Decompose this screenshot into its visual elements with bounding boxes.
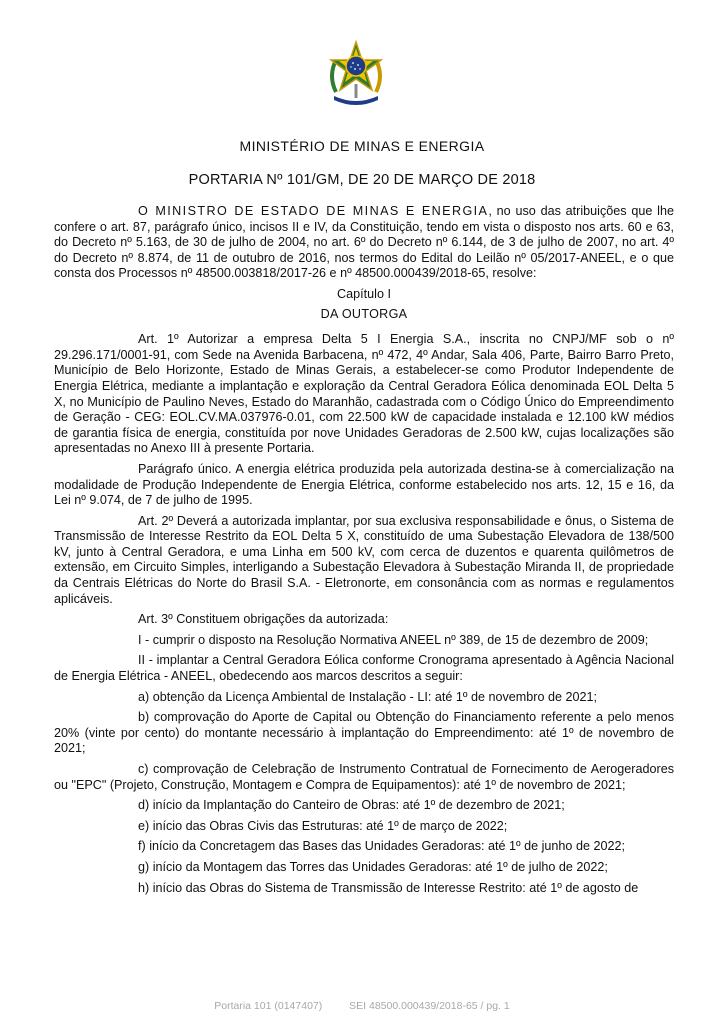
chapter-title: DA OUTORGA xyxy=(320,306,408,321)
portaria-title: PORTARIA Nº 101/GM, DE 20 DE MARÇO DE 2018 xyxy=(188,172,536,188)
footer-process-page: SEI 48500.000439/2018-65 / pg. 1 xyxy=(349,1000,510,1012)
paragraph-art3: Art. 3º Constituem obrigações da autorizada: xyxy=(138,612,389,627)
chapter-label: Capítulo I xyxy=(337,286,391,301)
paragraph-item-b: b) comprovação do Aporte de Capital ou Obtenção do Financiamento referente a pelo menos 20% (vinte por cento) do montante necessário à implantação do Empreendimento: até 1º de novembro de 2021; xyxy=(54,710,674,756)
document-body xyxy=(54,204,674,901)
ministry-heading: MINISTÉRIO DE MINAS E ENERGIA xyxy=(239,138,485,154)
paragraph-item-f: f) início da Concretagem das Bases das Unidades Geradoras: até 1º de junho de 2022; xyxy=(138,839,625,854)
paragraph-inciso-i: I - cumprir o disposto na Resolução Normativa ANEEL nº 389, de 15 de dezembro de 2009; xyxy=(138,632,649,647)
paragraph-item-e: e) início das Obras Civis das Estruturas: até 1º de março de 2022; xyxy=(138,818,508,833)
paragraph-item-h: h) início das Obras do Sistema de Transmissão de Interesse Restrito: até 1º de agosto de xyxy=(138,880,639,895)
coat-of-arms-brazil-icon xyxy=(326,40,386,106)
preamble-paragraph xyxy=(54,204,674,282)
page-footer xyxy=(0,1000,724,1012)
paragraph-unico: Parágrafo único. A energia elétrica produzida pela autorizada destina-se à comercialização na modalidade de Produção Independente de Energia Elétrica, conforme estabelecido nos arts. 12, 15 e 16, da Lei nº 9.074, de 7 de julho de 1995. xyxy=(54,461,674,508)
paragraph-item-c: c) comprovação de Celebração de Instrumento Contratual de Fornecimento de Aerogeradores ou "EPC" (Projeto, Construção, Montagem e Compra de Equipamentos): até 1º de novembro de 2021; xyxy=(54,762,674,792)
preamble-text: , no uso das atribuições que lhe confere o art. 87, parágrafo único, incisos II e IV, da Constituição, tendo em vista o disposto nos arts. 60 e 63, do Decreto nº 5.163, de 30 de julho de 2004, no art. 6º do Decreto nº 6.144, de 3 de julho de 2007, no art. 4º do Decreto nº 8.874, de 11 de outubro de 2016, nos termos do Edital do Leilão nº 05/2017-ANEEL, e o que consta dos Processos nº 48500.003818/2017-26 e nº 48500.000439/2018-65, resolve: xyxy=(54,204,674,281)
preamble-lead: O MINISTRO DE ESTADO DE MINAS E ENERGIA xyxy=(138,204,489,218)
paragraph-item-a: a) obtenção da Licença Ambiental de Instalação - LI: até 1º de novembro de 2021; xyxy=(138,689,597,704)
paragraph-inciso-ii: II - implantar a Central Geradora Eólica conforme Cronograma apresentado à Agência Nacional de Energia Elétrica - ANEEL, obedecendo aos marcos descritos a seguir: xyxy=(54,653,674,684)
paragraph-art2: Art. 2º Deverá a autorizada implantar, por sua exclusiva responsabilidade e ônus, o Sistema de Transmissão de Interesse Restrito da EOL Delta 5 X, constituído de uma Subestação Elevadora de 138/500 kV, junto à Central Geradora, e uma Linha em 500 kV, com cerca de duzentos e quarenta quilômetros de extensão, em Circuito Simples, interligando a Subestação Elevadora à Subestação Miranda II, de propriedade da Centrais Elétricas do Norte do Brasil S.A. - Eletronorte, em consonância com as normas e regulamentos aplicáveis. xyxy=(54,513,674,606)
paragraph-item-d: d) início da Implantação do Canteiro de Obras: até 1º de dezembro de 2021; xyxy=(138,798,565,813)
paragraph-art1: Art. 1º Autorizar a empresa Delta 5 I Energia S.A., inscrita no CNPJ/MF sob o nº 29.296.171/0001-91, com Sede na Avenida Barbacena, nº 472, 4º Andar, Sala 406, Parte, Bairro Barro Preto, Município de Belo Horizonte, Estado de Minas Gerais, a estabelecer-se como Produtor Independente de Energia Elétrica, mediante a implantação e exploração da Central Geradora Eólica denominada EOL Delta 5 X, no Município de Paulino Neves, Estado do Maranhão, cadastrada com o Código Único do Empreendimento de Geração - CEG: EOL.CV.MA.037976-0.01, com 22.500 kW de capacidade instalada e 12.100 kW médios de garantia física de energia, constituída por nove Unidades Geradoras de 2.500 kW, cujas localizações são apresentadas no Anexo III à presente Portaria. xyxy=(54,332,674,456)
footer-document-id: Portaria 101 (0147407) xyxy=(214,1000,323,1012)
paragraph-item-g: g) início da Montagem das Torres das Unidades Geradoras: até 1º de julho de 2022; xyxy=(138,859,608,874)
